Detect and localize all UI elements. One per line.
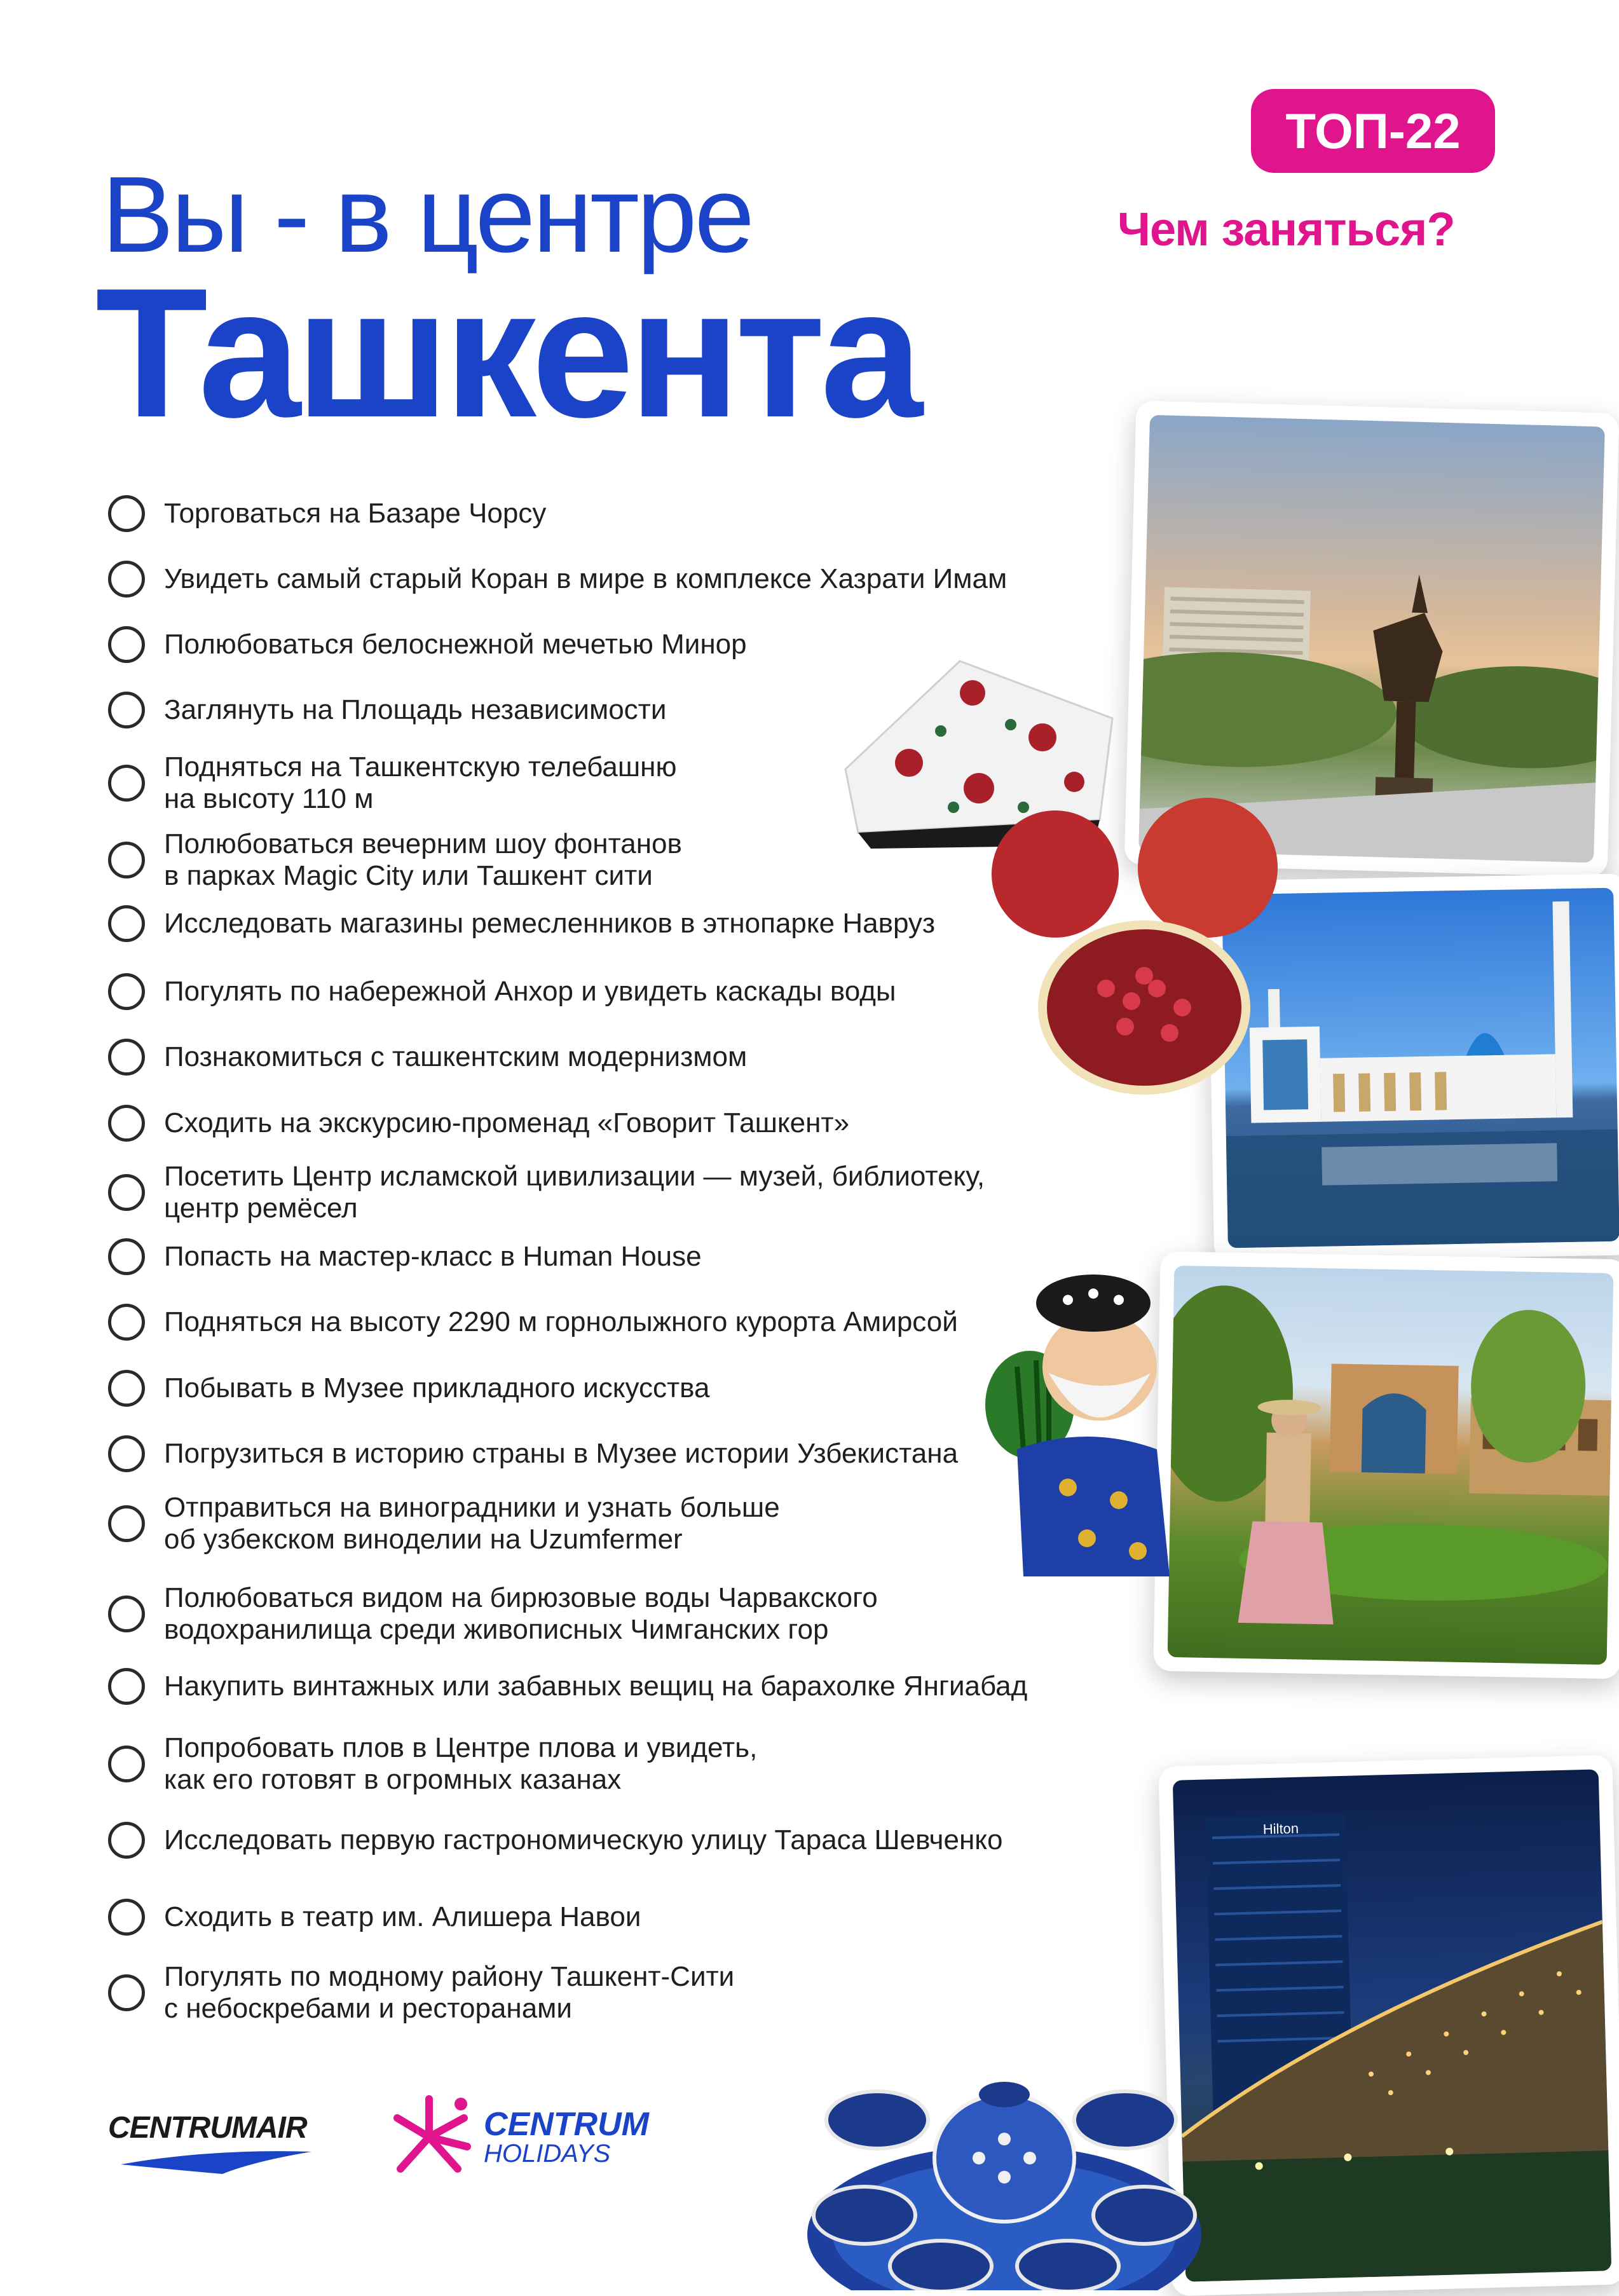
checkbox-circle-icon[interactable]: [108, 765, 145, 802]
checklist-item-text: Подняться на высоту 2290 м горнолыжного курорта Амирсой: [164, 1306, 958, 1337]
checklist-item-text: Полюбоваться белоснежной мечетью Минор: [164, 629, 747, 660]
checkbox-circle-icon[interactable]: [108, 1304, 145, 1341]
checklist-item-text: Сходить на экскурсию-променад «Говорит Ташкент»: [164, 1107, 850, 1138]
checklist-item[interactable]: [108, 1435, 958, 1472]
centrum-air-logo: [108, 2110, 318, 2187]
checkbox-circle-icon[interactable]: [108, 1668, 145, 1705]
checklist-item[interactable]: [108, 1582, 878, 1646]
checklist-item[interactable]: [108, 1899, 641, 1936]
centrum-holidays-logo: [385, 2093, 649, 2182]
checklist-item-text: Попасть на мастер-класс в Human House: [164, 1241, 702, 1272]
checklist-item[interactable]: [108, 1822, 1002, 1859]
photo-madrasah-garden: [1153, 1252, 1619, 1679]
checklist-item[interactable]: [108, 1161, 985, 1224]
checkbox-circle-icon[interactable]: [108, 1105, 145, 1142]
checkbox-circle-icon[interactable]: [108, 1746, 145, 1782]
checkbox-circle-icon[interactable]: [108, 626, 145, 663]
ceramics-decoration: [801, 2025, 1208, 2290]
checklist-item-text: Накупить винтажных или забавных вещиц на барахолке Янгиабад: [164, 1671, 1028, 1702]
checklist-item-text: Погрузиться в историю страны в Музее истории Узбекистана: [164, 1438, 959, 1469]
checkbox-circle-icon[interactable]: [108, 905, 145, 942]
checklist-item-text: Исследовать магазины ремесленников в этнопарке Навруз: [164, 908, 936, 939]
checkbox-circle-icon[interactable]: [108, 1039, 145, 1076]
checklist-item[interactable]: [108, 1039, 747, 1076]
hilton-sign: Hilton: [1262, 1820, 1299, 1838]
checklist-item[interactable]: [108, 1668, 1027, 1705]
checkbox-circle-icon[interactable]: [108, 1238, 145, 1275]
checkbox-circle-icon[interactable]: [108, 842, 145, 878]
checklist-item-text: Торговаться на Базаре Чорсу: [164, 498, 547, 529]
checklist-item[interactable]: [108, 1370, 710, 1407]
page-subtitle: Чем заняться?: [1117, 203, 1455, 256]
checklist-item[interactable]: [108, 1105, 849, 1142]
checklist-item[interactable]: [108, 1304, 958, 1341]
top-badge: ТОП-22: [1251, 89, 1495, 173]
checklist-item-text: Попробовать плов в Центре плова и увидеть, как его готовят в огромных казанах: [164, 1732, 758, 1795]
checkbox-circle-icon[interactable]: [108, 1596, 145, 1632]
checkbox-circle-icon[interactable]: [108, 1435, 145, 1472]
checklist-item-text: Посетить Центр исламской цивилизации — музей, библиотеку, центр ремёсел: [164, 1161, 985, 1224]
checklist-item-text: Сходить в театр им. Алишера Навои: [164, 1901, 641, 1932]
checklist-item-text: Побывать в Музее прикладного искусства: [164, 1372, 710, 1404]
checklist-item[interactable]: [108, 973, 896, 1010]
checklist-item[interactable]: [108, 1492, 780, 1555]
checklist-item-text: Подняться на Ташкентскую телебашню на высоту 110 м: [164, 751, 677, 814]
checklist-item-text: Познакомиться с ташкентским модернизмом: [164, 1041, 748, 1072]
checklist-item[interactable]: [108, 751, 676, 815]
checklist-item[interactable]: [108, 692, 666, 728]
checkbox-circle-icon[interactable]: [108, 1174, 145, 1211]
checklist-item-text: Исследовать первую гастрономическую улицу Тараса Шевченко: [164, 1824, 1003, 1855]
checklist-item[interactable]: [108, 828, 682, 892]
checkbox-circle-icon[interactable]: [108, 973, 145, 1010]
checklist-item-text: Увидеть самый старый Коран в мире в комплексе Хазрати Имам: [164, 563, 1008, 594]
checklist-item[interactable]: [108, 495, 546, 532]
checklist-item-text: Погулять по модному району Ташкент-Сити с небоскребами и ресторанами: [164, 1961, 735, 2024]
checklist-item[interactable]: [108, 905, 935, 942]
checkbox-circle-icon[interactable]: [108, 1822, 145, 1859]
swift-bird-icon: [108, 2145, 318, 2183]
checklist-item-text: Отправиться на виноградники и узнать больше об узбекском виноделии на Uzumfermer: [164, 1492, 780, 1555]
checklist-item[interactable]: [108, 1238, 702, 1275]
checklist-item[interactable]: [108, 561, 1007, 598]
photo-tashkent-city-night: [1158, 1755, 1619, 2296]
checklist-item-text: Полюбоваться видом на бирюзовые воды Чарвакского водохранилища среди живописных Чимганских гор: [164, 1582, 878, 1645]
checklist-item[interactable]: [108, 1961, 734, 2025]
page-title-line2: Ташкента: [95, 250, 918, 456]
pomegranates-decoration: [979, 798, 1297, 1097]
starburst-icon: [385, 2093, 474, 2182]
checkbox-circle-icon[interactable]: [108, 1505, 145, 1542]
checklist-item-text: Полюбоваться вечерним шоу фонтанов в парках Magic City или Ташкент сити: [164, 828, 682, 891]
uncle-figurine-decoration: [979, 1259, 1182, 1589]
checkbox-circle-icon[interactable]: [108, 1974, 145, 2011]
checkbox-circle-icon[interactable]: [108, 561, 145, 598]
checklist-item[interactable]: [108, 1732, 757, 1796]
centrum-holidays-subline: HOLIDAYS: [484, 2140, 611, 2168]
checkbox-circle-icon[interactable]: [108, 692, 145, 728]
centrum-air-wordmark: CENTRUMAIR: [108, 2111, 307, 2145]
checklist-item-text: Заглянуть на Площадь независимости: [164, 694, 667, 725]
checkbox-circle-icon[interactable]: [108, 495, 145, 532]
checklist-item-text: Погулять по набережной Анхор и увидеть каскады воды: [164, 976, 896, 1007]
checkbox-circle-icon[interactable]: [108, 1899, 145, 1936]
checkbox-circle-icon[interactable]: [108, 1370, 145, 1407]
centrum-holidays-wordmark: CENTRUM: [484, 2106, 649, 2143]
page-title-line1: Вы - в центре: [102, 154, 753, 275]
checklist-item[interactable]: [108, 626, 747, 663]
